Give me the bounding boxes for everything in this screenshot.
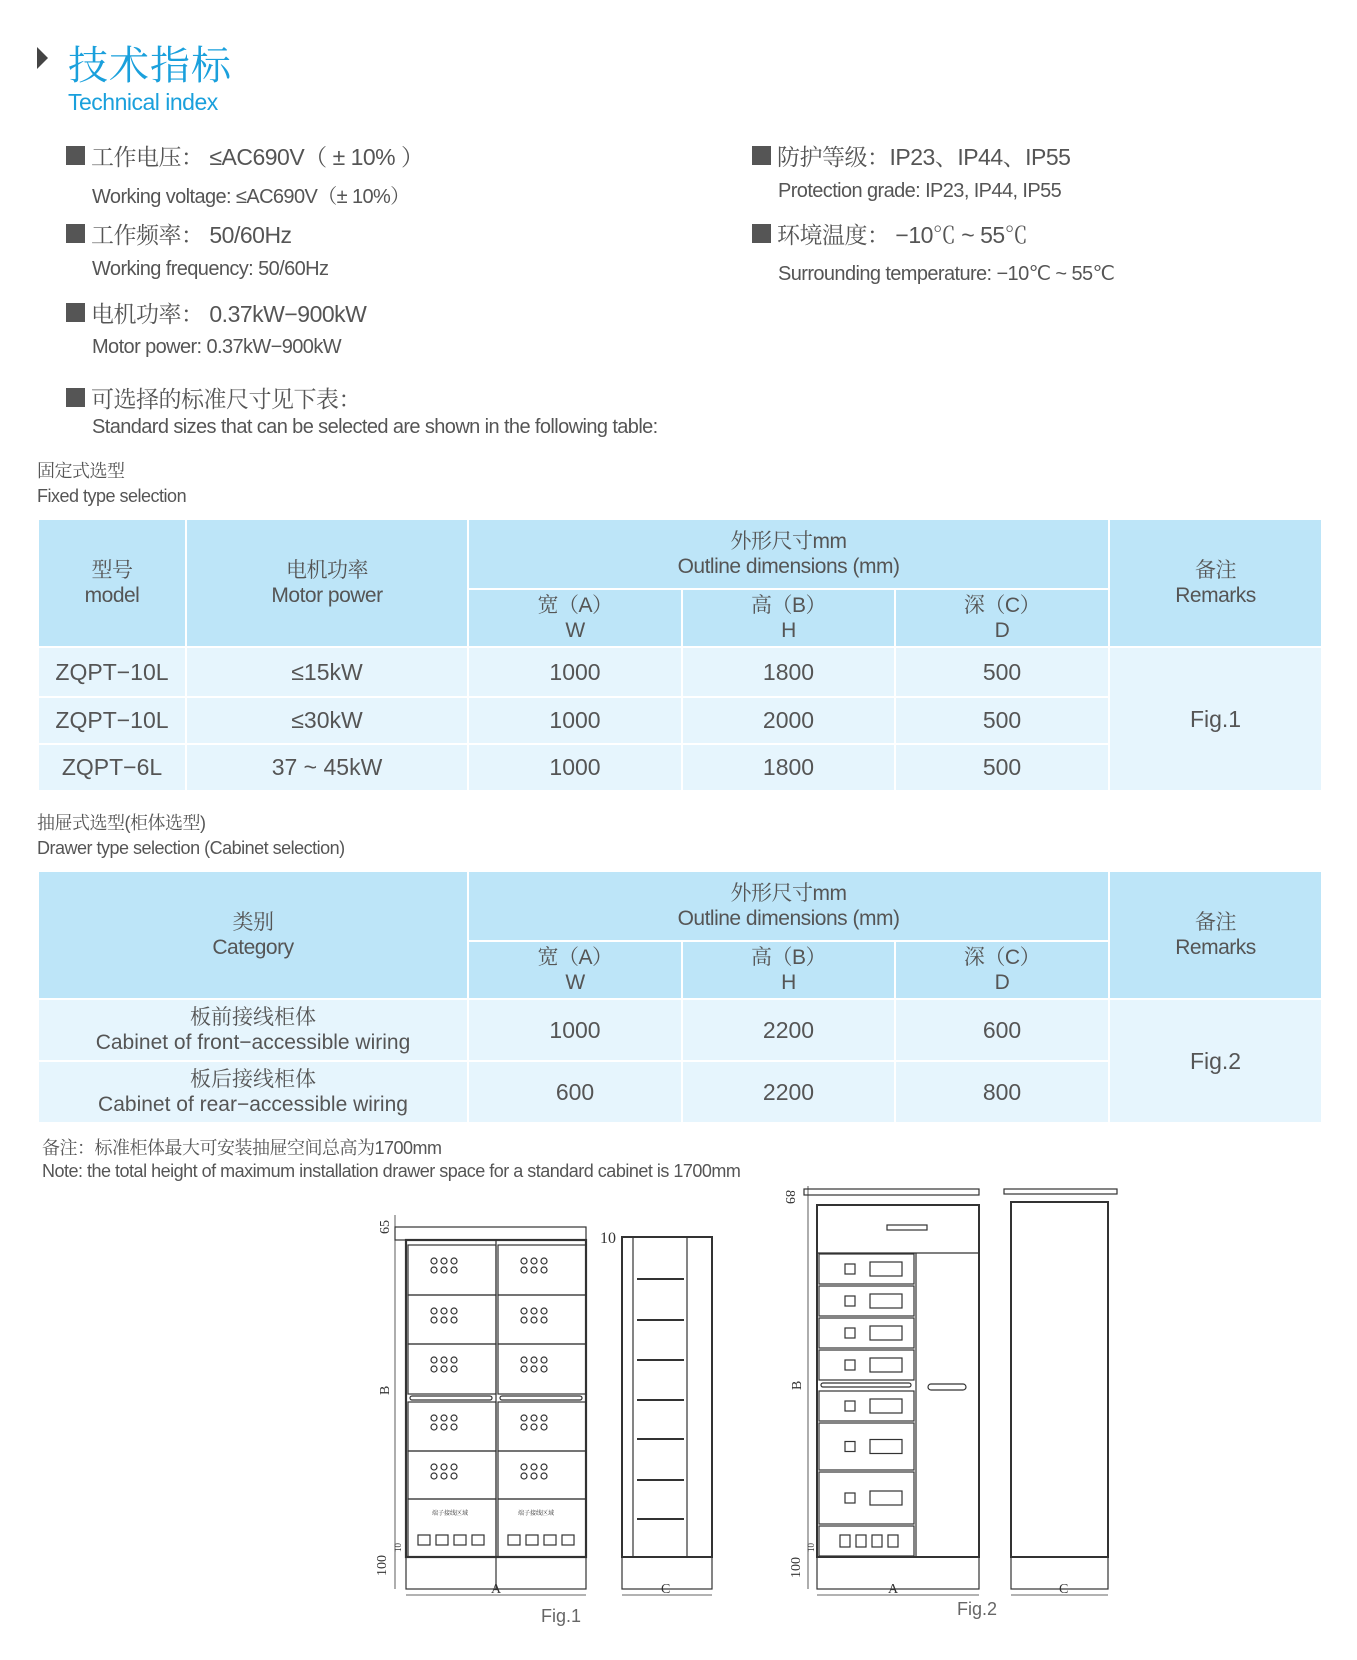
fig2-drawer-module	[819, 1391, 914, 1421]
fig1-drawer-module	[408, 1245, 496, 1295]
fig1-dim-100: 100	[375, 1555, 390, 1576]
fig1-terminal-label: 端子接线区域	[518, 1511, 555, 1517]
header-category: 类别 Category	[38, 871, 468, 999]
spec-power-en: Motor power: 0.37kW−900kW	[92, 336, 341, 358]
fig2-side-body	[1011, 1202, 1108, 1557]
fig1-indicator-light	[431, 1464, 437, 1470]
fig1-drawer-module	[408, 1402, 496, 1451]
spec-protection-en: Protection grade: IP23, IP44, IP55	[778, 180, 1062, 202]
fig1-side-body	[622, 1237, 712, 1557]
fig1-terminal-block	[562, 1535, 574, 1545]
fig1-terminal-label: 端子接线区域	[432, 1511, 469, 1517]
fig1-drawer-module	[408, 1295, 496, 1344]
fig1-drawer-module	[498, 1245, 586, 1295]
cell-depth: 500	[895, 647, 1109, 697]
fig1-bar	[410, 1396, 492, 1400]
header-remarks: 备注 Remarks	[1109, 871, 1322, 999]
fig1-indicator-light	[521, 1473, 527, 1479]
fig1-indicator-light	[531, 1464, 537, 1470]
section-title-cn: 技术指标	[68, 44, 232, 88]
header-height: 高（B） H	[682, 589, 895, 647]
fig1-drawer-module	[498, 1499, 586, 1557]
fig2-drawer-module	[819, 1423, 914, 1470]
fig1-indicator-light	[441, 1366, 447, 1372]
fig1-indicator-light	[441, 1357, 447, 1363]
header-depth: 深（C） D	[895, 941, 1109, 999]
cell-width: 1000	[468, 999, 682, 1061]
fig1-indicator-light	[521, 1464, 527, 1470]
fig2-meter-panel	[870, 1294, 902, 1308]
fig1-indicator-light	[431, 1308, 437, 1314]
fig1-indicator-light	[521, 1424, 527, 1430]
fig1-indicator-light	[441, 1424, 447, 1430]
fig1-bar	[500, 1396, 582, 1400]
fig2-meter-panel	[870, 1399, 902, 1413]
header-width: 宽（A） W	[468, 941, 682, 999]
fig2-meter-panel	[870, 1491, 902, 1505]
fig2-top-plate	[804, 1189, 979, 1195]
fig1-indicator-light	[531, 1473, 537, 1479]
fig1-indicator-light	[431, 1258, 437, 1264]
fig1-indicator-light	[531, 1366, 537, 1372]
fig1-indicator-light	[431, 1357, 437, 1363]
fig1-indicator-light	[521, 1357, 527, 1363]
fig1-indicator-light	[431, 1366, 437, 1372]
fig1-indicator-light	[521, 1267, 527, 1273]
spec-frequency-en: Working frequency: 50/60Hz	[92, 258, 329, 280]
spec-text: 防护等级：IP23、IP44、IP55	[777, 144, 1071, 170]
cell-height: 2000	[682, 697, 895, 744]
fig1-indicator-light	[531, 1415, 537, 1421]
cell-model: ZQPT−10L	[38, 697, 186, 744]
fig1-indicator-light	[521, 1366, 527, 1372]
fig2-drawer-module	[819, 1318, 914, 1348]
cell-power: ≤15kW	[186, 647, 468, 697]
cell-width: 1000	[468, 697, 682, 744]
fig2-dim-a: A	[888, 1582, 899, 1597]
fig1-indicator-light	[441, 1473, 447, 1479]
cell-width: 1000	[468, 744, 682, 791]
spec-text: 电机功率： 0.37kW−900kW	[91, 301, 367, 327]
fig1-indicator-light	[541, 1267, 547, 1273]
fig1-indicator-light	[451, 1415, 457, 1421]
spec-temperature-en: Surrounding temperature: −10℃ ~ 55℃	[778, 263, 1115, 285]
fig1-indicator-light	[441, 1267, 447, 1273]
cell-remark: Fig.1	[1109, 647, 1322, 791]
fig1-indicator-light	[521, 1317, 527, 1323]
cell-depth: 600	[895, 999, 1109, 1061]
fig1-indicator-light	[451, 1464, 457, 1470]
fig1-drawer-module	[498, 1344, 586, 1394]
fig2-label: Fig.2	[957, 1599, 998, 1619]
fig1-indicator-light	[541, 1366, 547, 1372]
fig1-dim-b: B	[378, 1385, 393, 1395]
fig1-indicator-light	[541, 1464, 547, 1470]
fig2-meter-panel	[870, 1262, 902, 1276]
cell-category: 板前接线柜体 Cabinet of front−accessible wiring	[38, 999, 468, 1061]
fig1-label: Fig.1	[541, 1606, 582, 1626]
fig2-dim-100: 100	[789, 1557, 804, 1578]
fig1-indicator-light	[541, 1415, 547, 1421]
fig2-switch-icon	[845, 1401, 855, 1411]
fig1-drawer-module	[498, 1402, 586, 1451]
fig1-indicator-light	[431, 1473, 437, 1479]
fig1-indicator-light	[541, 1258, 547, 1264]
spec-sizes-en: Standard sizes that can be selected are shown in the following table:	[92, 416, 658, 438]
fig1-indicator-light	[441, 1258, 447, 1264]
fig1-indicator-light	[531, 1317, 537, 1323]
header-depth: 深（C） D	[895, 589, 1109, 647]
fig1-indicator-light	[451, 1366, 457, 1372]
fig1-top-plate	[395, 1227, 586, 1240]
spec-text: 工作频率： 50/60Hz	[91, 222, 292, 248]
fig2-dim-plinth: 10	[806, 1543, 816, 1552]
spec-text: 工作电压： ≤AC690V（ ± 10% ）	[91, 144, 424, 170]
fig1-indicator-light	[521, 1258, 527, 1264]
drawer-caption-cn: 抽屉式选型(柜体选型)	[37, 813, 206, 833]
cell-category: 板后接线柜体 Cabinet of rear−accessible wiring	[38, 1061, 468, 1123]
fig1-indicator-light	[531, 1357, 537, 1363]
fig2-meter-panel	[870, 1440, 902, 1454]
fig2-drawer-module	[819, 1254, 914, 1284]
fig1-indicator-light	[441, 1308, 447, 1314]
cell-depth: 800	[895, 1061, 1109, 1123]
fig1-dim-plinth: 10	[393, 1543, 403, 1552]
cell-depth: 500	[895, 697, 1109, 744]
note-cn: 备注：标准柜体最大可安装抽屉空间总高为1700mm	[42, 1138, 442, 1158]
header-remarks: 备注 Remarks	[1109, 519, 1322, 647]
fig1-terminal-block	[544, 1535, 556, 1545]
fig1-terminal-block	[454, 1535, 466, 1545]
spec-text: 环境温度： −10℃ ~ 55℃	[777, 222, 1028, 248]
header-outline-dimensions: 外形尺寸mm Outline dimensions (mm)	[468, 519, 1109, 589]
header-motor-power: 电机功率 Motor power	[186, 519, 468, 647]
fig1-indicator-light	[531, 1308, 537, 1314]
fig1-indicator-light	[541, 1317, 547, 1323]
fig2-drawing	[782, 1186, 1117, 1597]
cell-width: 1000	[468, 647, 682, 697]
fig1-dim-a: A	[491, 1582, 502, 1597]
fig1-indicator-light	[451, 1308, 457, 1314]
spec-voltage-en: Working voltage: ≤AC690V（± 10%）	[92, 186, 410, 208]
spec-text: 可选择的标准尺寸见下表：	[91, 386, 361, 412]
header-width: 宽（A） W	[468, 589, 682, 647]
fig1-terminal-block	[508, 1535, 520, 1545]
fig1-terminal-block	[418, 1535, 430, 1545]
fig2-drawer-module	[819, 1350, 914, 1380]
fig1-dim-65: 65	[378, 1220, 393, 1234]
fig2-handle	[887, 1225, 927, 1230]
fig1-indicator-light	[431, 1424, 437, 1430]
header-model: 型号 model	[38, 519, 186, 647]
fig1-indicator-light	[451, 1424, 457, 1430]
cell-model: ZQPT−6L	[38, 744, 186, 791]
fig1-drawer-module	[498, 1295, 586, 1344]
fig1-drawing	[375, 1215, 712, 1597]
fig1-terminal-block	[472, 1535, 484, 1545]
fig2-drawer-module	[819, 1472, 914, 1524]
fig1-drawer-module	[498, 1451, 586, 1499]
fig1-indicator-light	[441, 1415, 447, 1421]
fig1-indicator-light	[531, 1258, 537, 1264]
fig1-indicator-light	[541, 1357, 547, 1363]
fig1-terminal-block	[436, 1535, 448, 1545]
fig1-indicator-light	[431, 1317, 437, 1323]
fig2-bar	[821, 1383, 911, 1387]
fig2-switch-icon	[845, 1493, 855, 1503]
fig1-indicator-light	[541, 1424, 547, 1430]
cell-model: ZQPT−10L	[38, 647, 186, 697]
fig1-indicator-light	[541, 1473, 547, 1479]
fig2-terminal-block	[840, 1535, 850, 1547]
fig1-indicator-light	[541, 1308, 547, 1314]
fig1-drawer-module	[408, 1499, 496, 1557]
cell-remark: Fig.2	[1109, 999, 1322, 1123]
fig2-dim-89: 89	[782, 1190, 797, 1204]
fig1-indicator-light	[451, 1357, 457, 1363]
drawer-caption-en: Drawer type selection (Cabinet selection)	[37, 838, 345, 858]
fig1-indicator-light	[451, 1473, 457, 1479]
fig2-switch-icon	[845, 1442, 855, 1452]
fig2-door-handle	[928, 1384, 966, 1390]
fig1-indicator-light	[431, 1415, 437, 1421]
section-title-en: Technical index	[68, 89, 218, 115]
fixed-caption-cn: 固定式选型	[37, 461, 125, 481]
fig1-drawer-module	[408, 1344, 496, 1394]
fixed-caption-en: Fixed type selection	[37, 486, 187, 506]
fig2-switch-icon	[845, 1328, 855, 1338]
fig2-switch-icon	[845, 1360, 855, 1370]
fig1-indicator-light	[531, 1267, 537, 1273]
fig1-drawer-module	[408, 1451, 496, 1499]
fig2-terminal-block	[872, 1535, 882, 1547]
cell-height: 2200	[682, 999, 895, 1061]
cell-height: 1800	[682, 647, 895, 697]
fig1-indicator-light	[441, 1317, 447, 1323]
header-height: 高（B） H	[682, 941, 895, 999]
fig2-dim-b: B	[790, 1380, 805, 1390]
fig1-indicator-light	[431, 1267, 437, 1273]
fig1-indicator-light	[531, 1424, 537, 1430]
fig1-dim-10: 10	[600, 1230, 616, 1247]
fig1-indicator-light	[451, 1267, 457, 1273]
fig1-indicator-light	[521, 1415, 527, 1421]
fig2-drawer-module	[819, 1286, 914, 1316]
cell-height: 1800	[682, 744, 895, 791]
header-outline-dimensions: 外形尺寸mm Outline dimensions (mm)	[468, 871, 1109, 941]
cell-height: 2200	[682, 1061, 895, 1123]
fig2-meter-panel	[870, 1358, 902, 1372]
fig2-meter-panel	[870, 1326, 902, 1340]
cell-power: 37 ~ 45kW	[186, 744, 468, 791]
fig2-switch-icon	[845, 1264, 855, 1274]
fig2-switch-icon	[845, 1296, 855, 1306]
fig1-terminal-block	[526, 1535, 538, 1545]
cell-width: 600	[468, 1061, 682, 1123]
cell-power: ≤30kW	[186, 697, 468, 744]
fig1-dim-c: C	[661, 1582, 671, 1597]
fig1-indicator-light	[441, 1464, 447, 1470]
fig2-front-body	[817, 1205, 979, 1557]
cell-depth: 500	[895, 744, 1109, 791]
fig1-indicator-light	[521, 1308, 527, 1314]
note-en: Note: the total height of maximum installation drawer space for a standard cabinet is 1700mm	[42, 1161, 741, 1181]
fig2-terminal-block	[856, 1535, 866, 1547]
fig1-indicator-light	[451, 1258, 457, 1264]
fig2-dim-c: C	[1059, 1582, 1069, 1597]
fig1-indicator-light	[451, 1317, 457, 1323]
fig2-terminal-block	[888, 1535, 898, 1547]
fig2-side-top-plate	[1004, 1189, 1117, 1194]
